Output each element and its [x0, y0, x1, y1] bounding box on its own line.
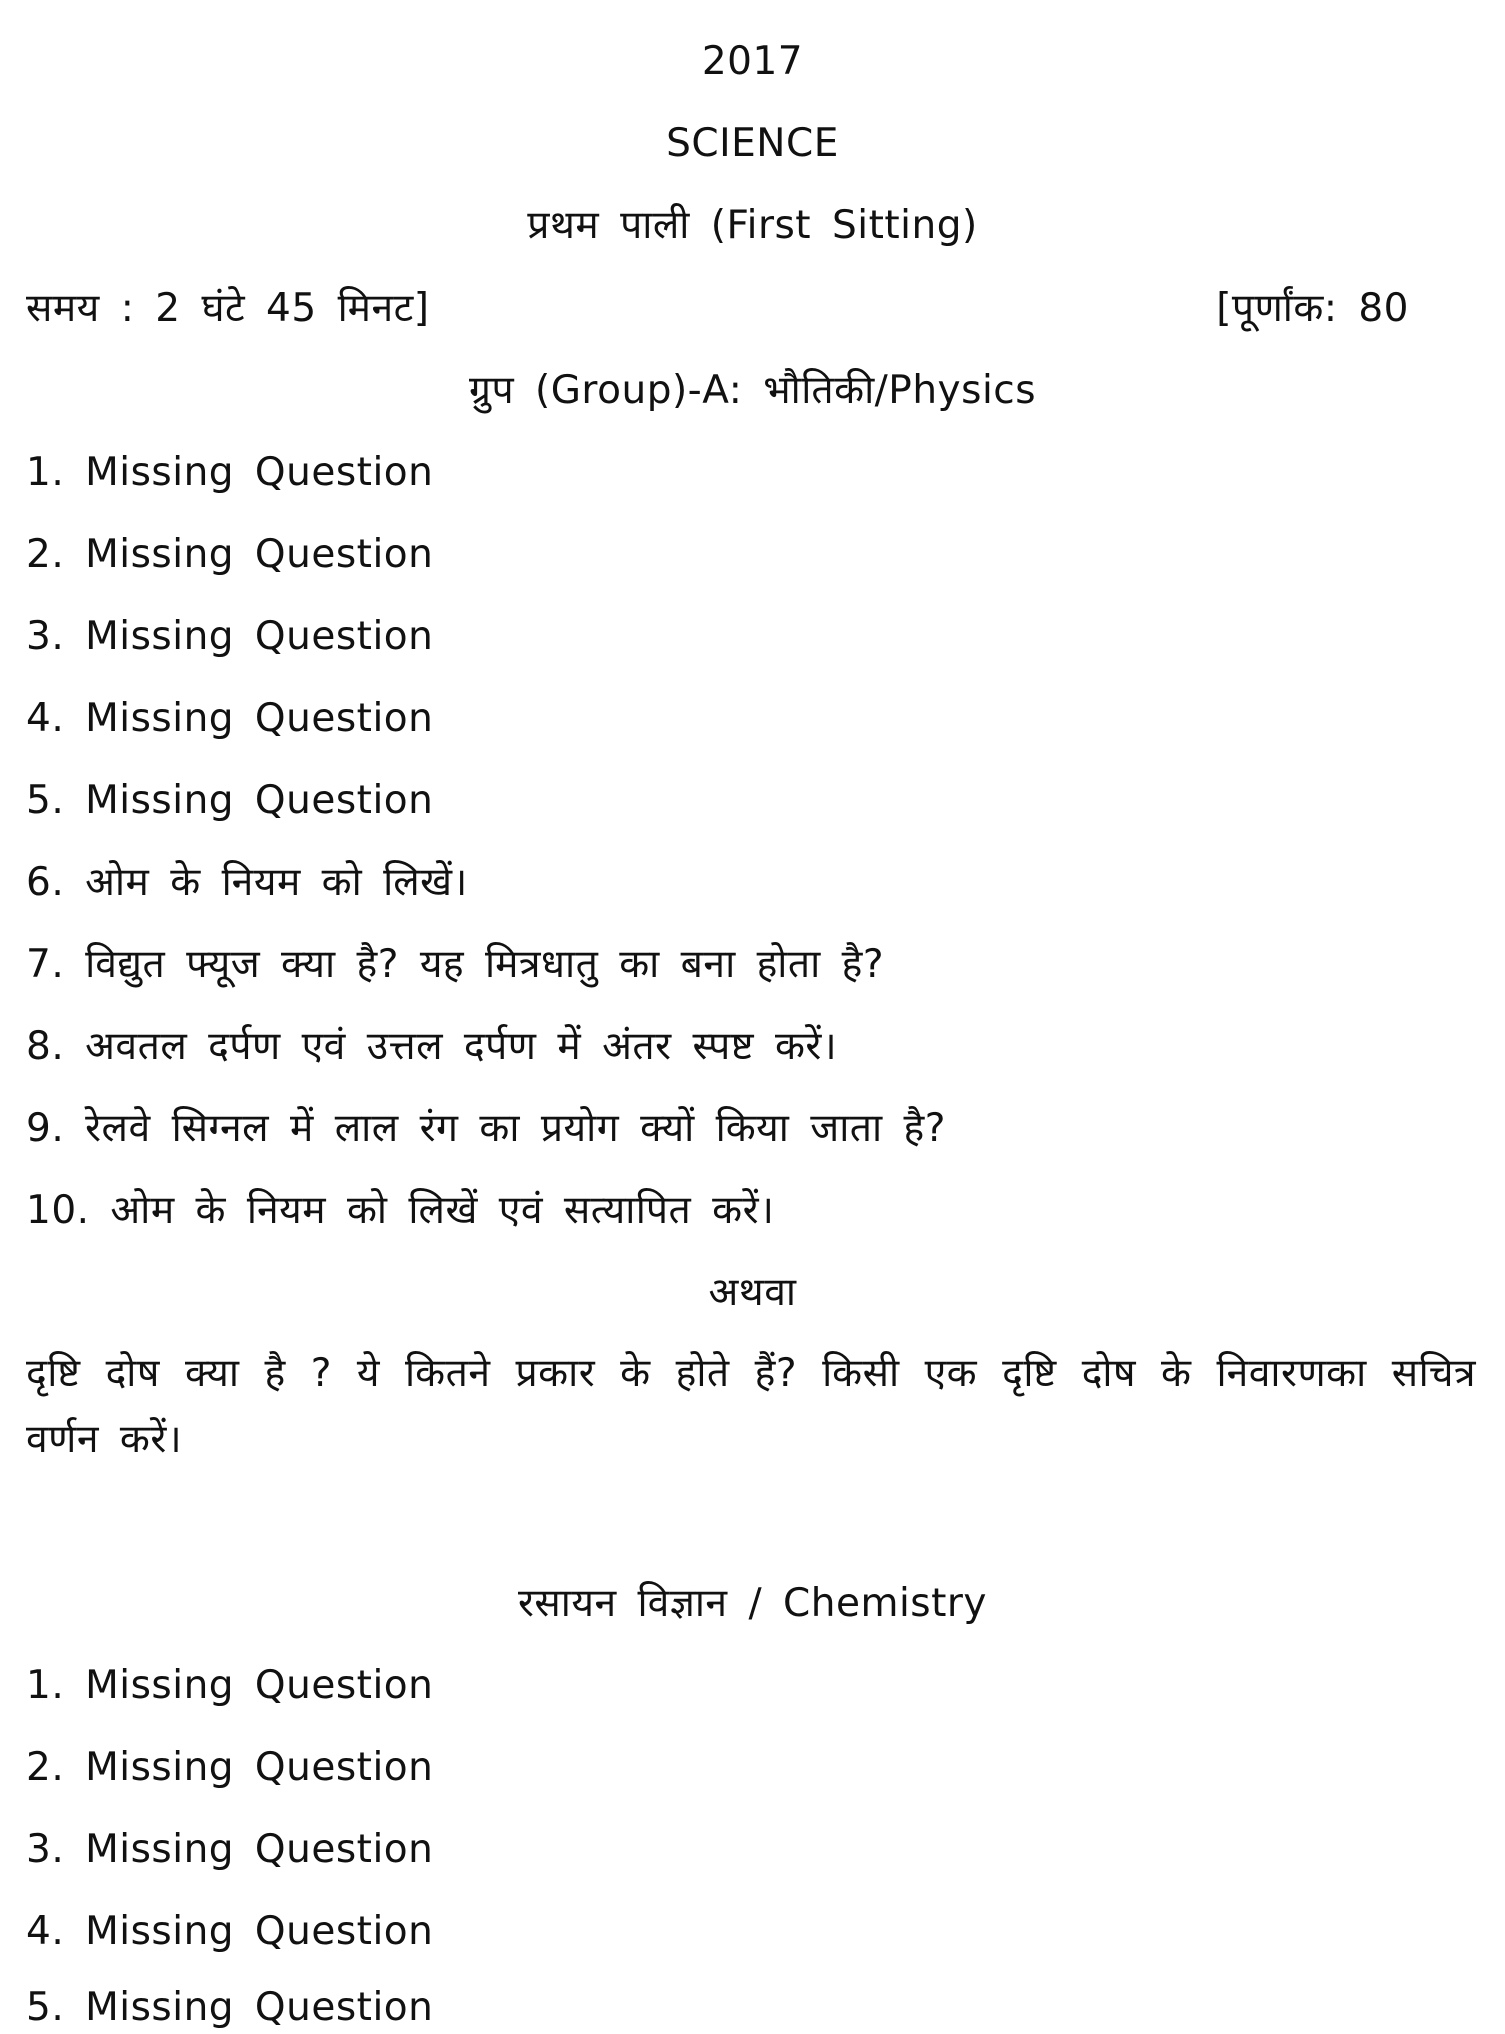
- physics-question: 7. विद्युत फ्यूज क्या है? यह मित्रधातु का बना होता है?: [26, 942, 885, 987]
- chemistry-question: 1. Missing Question: [26, 1663, 434, 1708]
- physics-question: 9. रेलवे सिग्नल में लाल रंग का प्रयोग क्यों किया जाता है?: [26, 1106, 946, 1151]
- time-allowed: समय : 2 घंटे 45 मिनट]: [26, 286, 430, 331]
- physics-section-heading: ग्रुप (Group)-A: भौतिकी/Physics: [468, 368, 1037, 413]
- physics-question: 3. Missing Question: [26, 614, 434, 659]
- alternative-question: दृष्टि दोष क्या है ? ये कितने प्रकार के होते हैं? किसी एक दृष्टि दोष के निवारणका सचित्र वर्णन करें।: [26, 1351, 1476, 1462]
- exam-year: 2017: [701, 39, 804, 84]
- physics-question: 4. Missing Question: [26, 696, 434, 741]
- sitting-label: प्रथम पाली (First Sitting): [527, 203, 978, 248]
- physics-question: 6. ओम के नियम को लिखें।: [26, 860, 468, 905]
- physics-question: 10. ओम के नियम को लिखें एवं सत्यापित करें।: [26, 1188, 775, 1233]
- full-marks: [पूर्णांक: 80: [1216, 286, 1409, 331]
- chemistry-question: 4. Missing Question: [26, 1909, 434, 1954]
- chemistry-section-heading: रसायन विज्ञान / Chemistry: [517, 1581, 988, 1626]
- chemistry-question: 5. Missing Question: [26, 1985, 434, 2030]
- or-label: अथवा: [708, 1270, 797, 1315]
- chemistry-question: 3. Missing Question: [26, 1827, 434, 1872]
- physics-question: 1. Missing Question: [26, 450, 434, 495]
- physics-question: 8. अवतल दर्पण एवं उत्तल दर्पण में अंतर स्पष्ट करें।: [26, 1024, 838, 1069]
- subject-title: SCIENCE: [666, 121, 839, 166]
- physics-question: 2. Missing Question: [26, 532, 434, 577]
- chemistry-question: 2. Missing Question: [26, 1745, 434, 1790]
- physics-question: 5. Missing Question: [26, 778, 434, 823]
